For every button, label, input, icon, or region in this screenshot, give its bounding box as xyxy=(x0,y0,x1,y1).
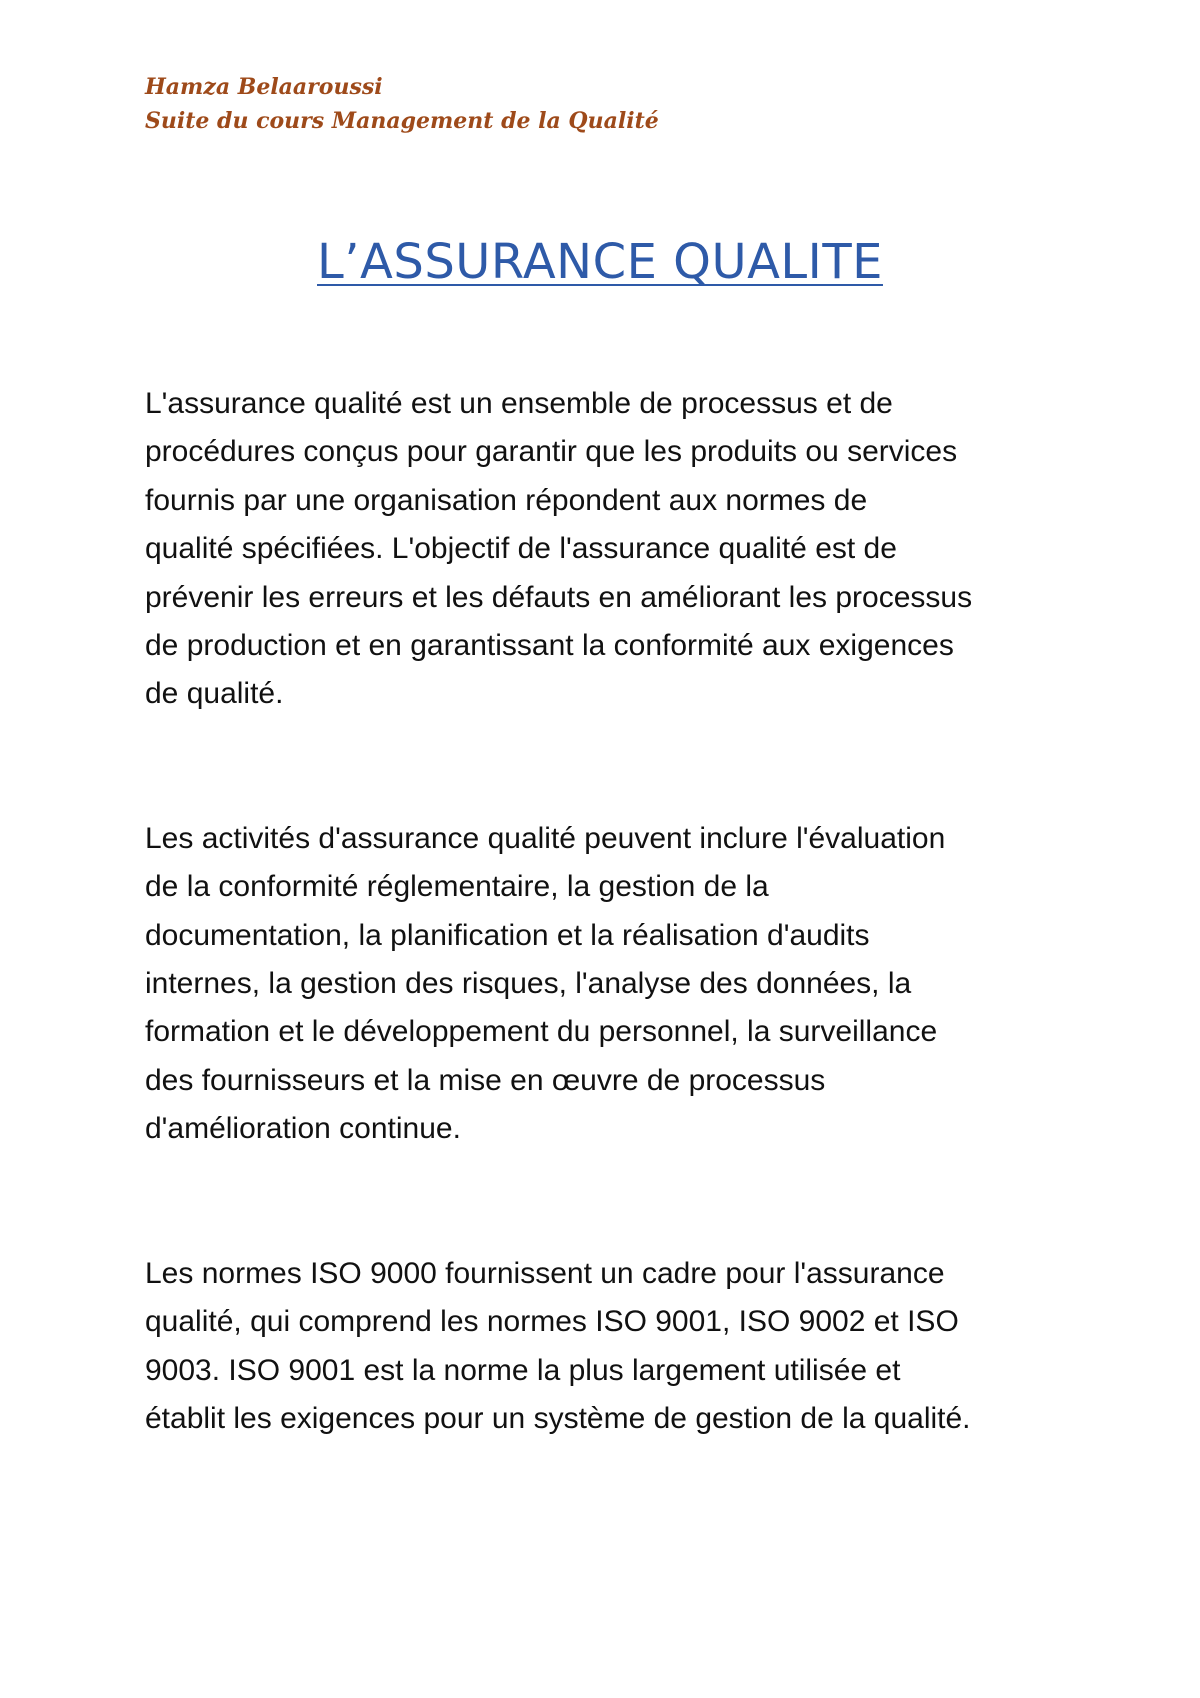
document-title: L’ASSURANCE QUALITE xyxy=(317,234,883,290)
text-line: L'assurance qualité est un ensemble de processus et de xyxy=(145,387,893,420)
document-header xyxy=(145,70,945,138)
text-line: Les normes ISO 9000 fournissent un cadre pour l'assurance xyxy=(145,1256,945,1290)
paragraph-iso-standards xyxy=(145,1250,1085,1444)
text-line: procédures conçus pour garantir que les produits ou services xyxy=(145,435,958,469)
author-name: Hamza Belaaroussi xyxy=(145,74,383,100)
text-line: documentation, la planification et la réalisation d'audits xyxy=(145,918,870,952)
text-line: de la conformité réglementaire, la gestion de la xyxy=(145,870,769,904)
text-line: d'amélioration continue. xyxy=(145,1112,461,1146)
text-line: 9003. ISO 9001 est la norme la plus largement utilisée et xyxy=(145,1353,901,1387)
text-line: internes, la gestion des risques, l'analyse des données, la xyxy=(145,967,912,1001)
text-line: de production et en garantissant la conformité aux exigences xyxy=(145,629,954,663)
document-body xyxy=(145,380,1085,1539)
paragraph-definition xyxy=(145,380,1085,719)
paragraph-activities xyxy=(145,815,1085,1154)
text-line: fournis par une organisation répondent aux normes de xyxy=(145,483,868,517)
text-line: Les activités d'assurance qualité peuvent inclure l'évaluation xyxy=(145,821,946,855)
course-subtitle: Suite du cours Management de la Qualité xyxy=(145,108,659,134)
text-line: prévenir les erreurs et les défauts en améliorant les processus xyxy=(145,580,973,614)
text-line: qualité, qui comprend les normes ISO 9001, ISO 9002 et ISO xyxy=(145,1305,959,1339)
text-line: établit les exigences pour un système de gestion de la qualité. xyxy=(145,1401,971,1435)
text-line: formation et le développement du personnel, la surveillance xyxy=(145,1015,938,1049)
text-line: des fournisseurs et la mise en œuvre de processus xyxy=(145,1063,826,1097)
text-line: de qualité. xyxy=(145,677,284,711)
text-line: qualité spécifiées. L'objectif de l'assurance qualité est de xyxy=(145,532,897,566)
